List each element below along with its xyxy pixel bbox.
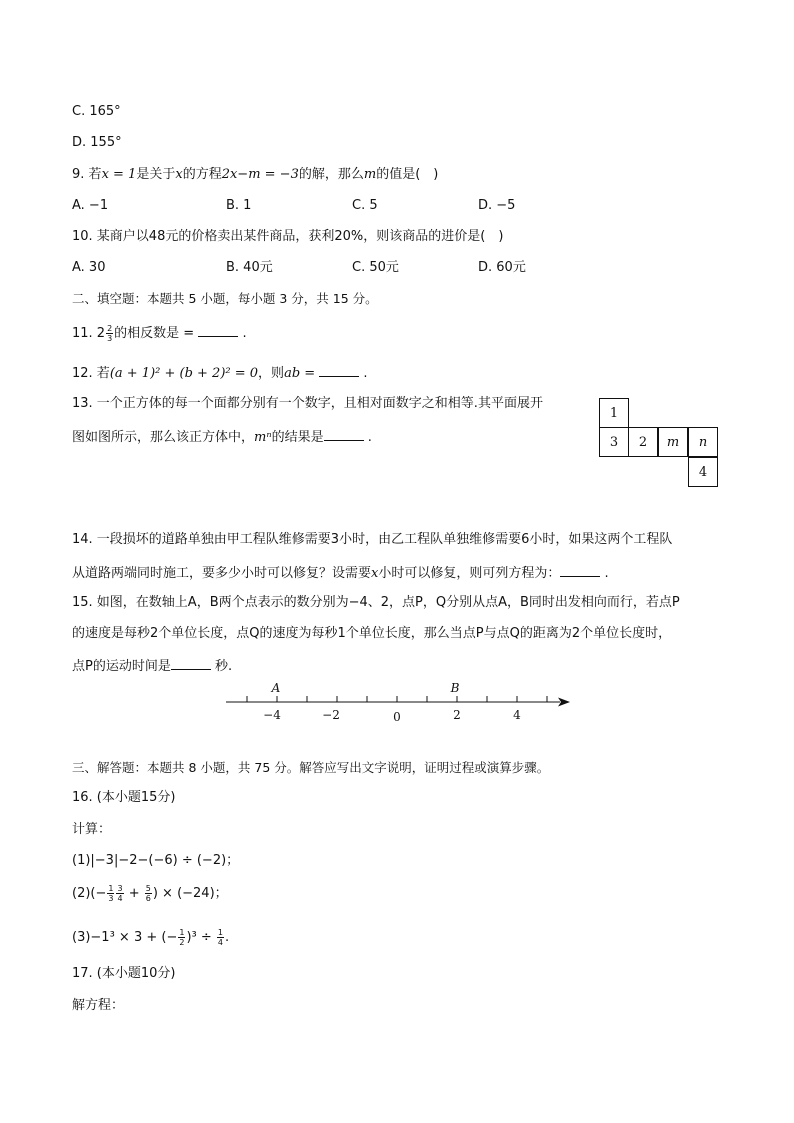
frac-numerator: 1 <box>179 928 185 937</box>
q16-p2-frac-1 <box>107 884 114 903</box>
q9-math-2: x <box>175 167 183 182</box>
q16-p3-mid: )³ ÷ <box>186 930 216 945</box>
q16-p2-frac-2 <box>116 884 123 903</box>
q10-choice-d: D. 60元 <box>478 260 526 275</box>
q14-line-2a: 从道路两端同时施工，要多少小时可以修复？设需要 <box>72 566 372 581</box>
q9-math-4: m <box>363 167 377 182</box>
q12-answer-blank[interactable] <box>319 362 359 377</box>
question-9 <box>72 165 438 185</box>
frac-denominator: 4 <box>217 938 223 947</box>
q15-line-2: 的速度是每秒2个单位长度，点Q的速度为每秒1个单位长度，那么当点P与点Q的距离为2个单位长度时， <box>72 626 672 641</box>
q17-title: 17. (本小题10分) <box>72 966 176 981</box>
q16-part-1: (1)|−3|−2−(−6) ÷ (−2)； <box>72 853 240 868</box>
net-cell-2: 2 <box>628 427 658 457</box>
net-cell-m: m <box>658 427 688 457</box>
q12-end: . <box>359 366 368 381</box>
q16-p2-start: (2)(− <box>72 886 107 901</box>
q16-title: 16. (本小题15分) <box>72 790 176 805</box>
frac-numerator: 1 <box>217 928 223 937</box>
q9-text-3: 的方程 <box>182 167 222 182</box>
q11-number: 11. 2 <box>72 326 106 341</box>
q15-line-3b: 秒. <box>210 659 233 674</box>
q14-end: . <box>600 566 609 581</box>
q16-lead: 计算： <box>72 822 112 837</box>
question-11 <box>72 322 247 344</box>
question-12 <box>72 362 368 384</box>
q10-choice-b: B. 40元 <box>226 260 273 275</box>
q12-mid: ，则 <box>258 366 285 381</box>
q12-pre: 12. 若 <box>72 366 110 381</box>
q11-answer-blank[interactable] <box>198 322 238 337</box>
question-10: 10. 某商户以48元的价格卖出某件商品，获利20%，则该商品的进价是( ) <box>72 229 504 244</box>
q9-choice-c: C. 5 <box>352 198 378 213</box>
tick-label: 0 <box>393 710 401 724</box>
number-line-ticks <box>247 696 547 702</box>
q16-p2-plus: + <box>124 886 144 901</box>
q9-text-2: 是关于 <box>136 167 176 182</box>
q10-choice-a: A. 30 <box>72 260 106 275</box>
q15-answer-blank[interactable] <box>171 655 211 670</box>
number-line-figure <box>220 680 580 728</box>
q9-text-1: 若 <box>88 167 102 182</box>
cube-net-figure <box>599 398 720 489</box>
net-cell-n: n <box>688 427 718 457</box>
frac-numerator: 1 <box>108 884 114 893</box>
point-a-label: A <box>271 681 281 695</box>
q13-line-1: 13. 一个正方体的每一个面都分别有一个数字，且相对面数字之和相等.其平面展开 <box>72 396 543 411</box>
q8-choice-c: C. 165° <box>72 104 121 119</box>
q14-answer-blank[interactable] <box>560 562 600 577</box>
net-cell-top: 1 <box>599 398 629 428</box>
q16-p3-frac-1 <box>178 928 185 947</box>
tick-label: −4 <box>263 708 281 722</box>
frac-denominator: 2 <box>179 938 185 947</box>
q16-p2-frac-3 <box>145 884 152 903</box>
q16-part-3 <box>72 928 229 948</box>
q13-line-2a: 图如图所示，那么该正方体中， <box>72 430 255 445</box>
q13-line-2 <box>72 426 372 448</box>
q13-math: mⁿ <box>254 430 272 445</box>
q9-choice-d: D. −5 <box>478 198 516 213</box>
frac-numerator: 5 <box>145 884 151 893</box>
q15-line-3a: 点P的运动时间是 <box>72 659 171 674</box>
q9-text-5: 的值是( ) <box>376 167 439 182</box>
q8-choice-d: D. 155° <box>72 135 122 150</box>
q10-choice-c: C. 50元 <box>352 260 399 275</box>
frac-denominator: 6 <box>145 894 151 903</box>
q13-end: . <box>363 430 372 445</box>
q16-p3-end: . <box>224 930 230 945</box>
net-cell-bottom: 4 <box>688 457 718 487</box>
q11-frac-denominator: 3 <box>107 334 113 343</box>
tick-label: −2 <box>322 708 340 722</box>
q15-line-1: 15. 如图，在数轴上A，B两个点表示的数分别为−4、2，点P，Q分别从点A，B同时出发相向而行，若点P <box>72 595 680 610</box>
q11-frac-numerator: 2 <box>107 324 113 333</box>
q12-expression: (a + 1)² + (b + 2)² = 0 <box>109 366 259 381</box>
tick-label: 4 <box>513 708 521 722</box>
section-3-heading: 三、解答题：本题共 8 小题，共 75 分。解答应写出文字说明，证明过程或演算步骤。 <box>72 760 550 775</box>
q11-text: 的相反数是 = <box>114 326 199 341</box>
q11-fraction <box>106 324 113 343</box>
q14-math: x <box>371 566 379 581</box>
q9-math-3: 2x−m = −3 <box>221 167 299 182</box>
frac-denominator: 4 <box>117 894 123 903</box>
q9-choice-b: B. 1 <box>226 198 252 213</box>
q16-p2-end: ) × (−24)； <box>152 886 228 901</box>
q14-line-2b: 小时可以修复，则可列方程为： <box>378 566 561 581</box>
section-2-heading: 二、填空题：本题共 5 小题，每小题 3 分，共 15 分。 <box>72 291 378 306</box>
q9-number: 9. <box>72 167 89 182</box>
q16-p3-frac-2 <box>217 928 224 947</box>
q9-math-1: x = 1 <box>101 167 137 182</box>
q9-choice-a: A. −1 <box>72 198 109 213</box>
q17-lead: 解方程： <box>72 998 125 1013</box>
q16-part-2 <box>72 884 228 904</box>
q14-line-1: 14. 一段损坏的道路单独由甲工程队维修需要3小时，由乙工程队单独维修需要6小时，如果这两个工程队 <box>72 532 673 547</box>
q13-line-2b: 的结果是 <box>271 430 324 445</box>
q15-line-3 <box>72 655 232 677</box>
net-cell-3: 3 <box>599 427 629 457</box>
q9-text-4: 的解，那么 <box>298 167 364 182</box>
q14-line-2 <box>72 562 609 584</box>
frac-denominator: 3 <box>108 894 114 903</box>
q11-end: . <box>238 326 247 341</box>
q12-expression-2: ab = <box>284 366 320 381</box>
point-b-label: B <box>450 681 460 695</box>
q16-p3-start: (3)−1³ × 3 + (− <box>72 930 178 945</box>
tick-label: 2 <box>453 708 461 722</box>
frac-numerator: 3 <box>117 884 123 893</box>
q13-answer-blank[interactable] <box>324 426 364 441</box>
